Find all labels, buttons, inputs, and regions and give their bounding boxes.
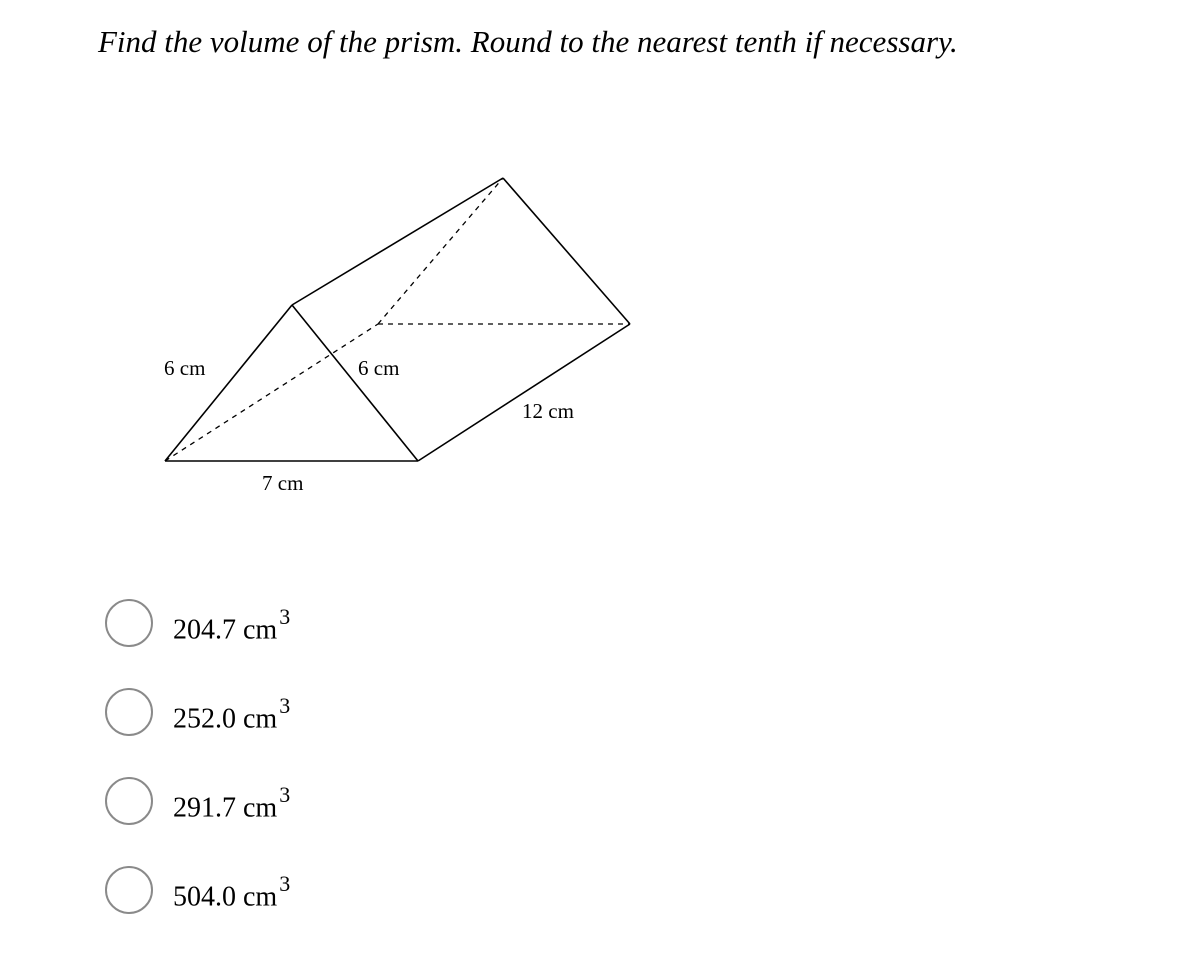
bottom-right-edge	[418, 324, 630, 461]
answer-options	[105, 596, 290, 952]
answer-option[interactable]	[105, 774, 290, 828]
answer-option[interactable]	[105, 685, 290, 739]
front-right-edge	[292, 305, 418, 461]
label-base: 7 cm	[262, 471, 304, 495]
answer-option[interactable]	[105, 596, 290, 650]
radio-button[interactable]	[105, 688, 153, 736]
prism-figure	[150, 165, 650, 505]
top-ridge-edge	[292, 178, 503, 305]
answer-label: 252.0 $cm^3$	[173, 692, 291, 735]
radio-button[interactable]	[105, 866, 153, 914]
radio-button[interactable]	[105, 599, 153, 647]
hidden-back-left-edge	[378, 178, 503, 324]
answer-label: 504.0 $cm^3$	[173, 870, 291, 913]
hidden-bottom-left-edge	[165, 324, 378, 461]
answer-label: 291.7 $cm^3$	[173, 781, 291, 824]
answer-option[interactable]	[105, 863, 290, 917]
label-length: 12 cm	[522, 399, 574, 423]
triangular-prism-diagram	[150, 165, 650, 505]
label-right-edge: 6 cm	[358, 356, 400, 380]
back-right-edge	[503, 178, 630, 324]
question-text: Find the volume of the prism. Round to the nearest tenth if necessary.	[98, 24, 958, 59]
front-left-edge	[165, 305, 292, 461]
radio-button[interactable]	[105, 777, 153, 825]
label-left-edge: 6 cm	[164, 356, 206, 380]
answer-label: 204.7 $cm^3$	[173, 603, 291, 646]
